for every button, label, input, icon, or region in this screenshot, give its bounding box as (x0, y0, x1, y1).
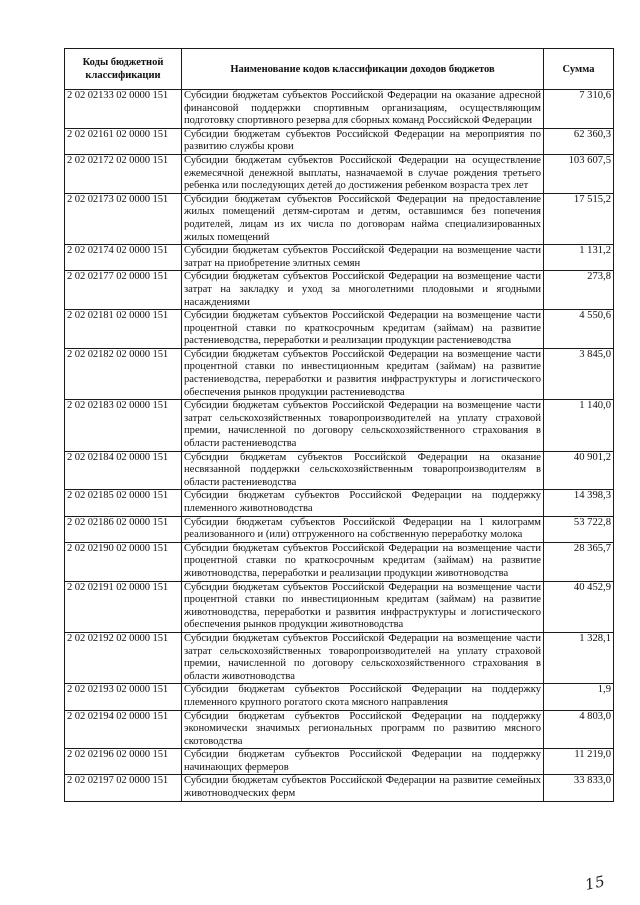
cell-sum: 273,8 (544, 271, 614, 310)
cell-code: 2 02 02183 02 0000 151 (65, 400, 182, 451)
cell-sum: 1,9 (544, 684, 614, 710)
cell-name: Субсидии бюджетам субъектов Российской Федерации на возмещение части затрат сельскохозяйственных товаропроизводителей на уплату страховой премии, начисленной по договору сельскохозяйственного страхования в области растениеводства (182, 400, 544, 451)
cell-code: 2 02 02177 02 0000 151 (65, 271, 182, 310)
cell-code: 2 02 02161 02 0000 151 (65, 128, 182, 154)
cell-name: Субсидии бюджетам субъектов Российской Федерации на 1 килограмм реализованного и (или) отгруженного на собственную переработку молока (182, 516, 544, 542)
budget-classification-table (64, 48, 614, 802)
cell-name: Субсидии бюджетам субъектов Российской Федерации на поддержку начинающих фермеров (182, 749, 544, 775)
table-row (65, 310, 614, 349)
cell-code: 2 02 02194 02 0000 151 (65, 710, 182, 749)
cell-name: Субсидии бюджетам субъектов Российской Федерации на поддержку племенного животноводства (182, 490, 544, 516)
cell-code: 2 02 02181 02 0000 151 (65, 310, 182, 349)
cell-name: Субсидии бюджетам субъектов Российской Федерации на возмещение части процентной ставки по краткосрочным кредитам (займам) на развитие растениеводства, переработки и реализации продукции растениеводства (182, 310, 544, 349)
table-row (65, 632, 614, 683)
table-header-row (65, 49, 614, 90)
table-row (65, 348, 614, 399)
table-row (65, 128, 614, 154)
cell-name: Субсидии бюджетам субъектов Российской Федерации на мероприятия по развитию службы крови (182, 128, 544, 154)
table-row (65, 245, 614, 271)
cell-sum: 14 398,3 (544, 490, 614, 516)
cell-code: 2 02 02193 02 0000 151 (65, 684, 182, 710)
cell-name: Субсидии бюджетам субъектов Российской Федерации на возмещение части затрат на закладку и уход за многолетними плодовыми и ягодными насаждениями (182, 271, 544, 310)
table-row (65, 749, 614, 775)
cell-code: 2 02 02133 02 0000 151 (65, 90, 182, 129)
cell-name: Субсидии бюджетам субъектов Российской Федерации на возмещение части затрат на приобретение элитных семян (182, 245, 544, 271)
cell-sum: 7 310,6 (544, 90, 614, 129)
cell-name: Субсидии бюджетам субъектов Российской Федерации на предоставление жилых помещений детям-сиротам и детям, оставшимся без попечения родителей, лицам из их числа по договорам найма специализированных жилых помещений (182, 193, 544, 244)
cell-code: 2 02 02172 02 0000 151 (65, 154, 182, 193)
cell-code: 2 02 02196 02 0000 151 (65, 749, 182, 775)
table-row (65, 775, 614, 801)
cell-sum: 1 131,2 (544, 245, 614, 271)
cell-sum: 3 845,0 (544, 348, 614, 399)
table-row (65, 684, 614, 710)
table-body (65, 90, 614, 802)
table-row (65, 542, 614, 581)
cell-code: 2 02 02185 02 0000 151 (65, 490, 182, 516)
cell-sum: 17 515,2 (544, 193, 614, 244)
cell-code: 2 02 02190 02 0000 151 (65, 542, 182, 581)
cell-name: Субсидии бюджетам субъектов Российской Федерации на возмещение части затрат сельскохозяйственных товаропроизводителей на уплату страховой премии, начисленной по договору сельскохозяйственного страхования в области животноводства (182, 632, 544, 683)
cell-sum: 11 219,0 (544, 749, 614, 775)
cell-code: 2 02 02191 02 0000 151 (65, 581, 182, 632)
cell-sum: 62 360,3 (544, 128, 614, 154)
cell-sum: 4 803,0 (544, 710, 614, 749)
cell-code: 2 02 02182 02 0000 151 (65, 348, 182, 399)
cell-code: 2 02 02174 02 0000 151 (65, 245, 182, 271)
cell-sum: 33 833,0 (544, 775, 614, 801)
cell-code: 2 02 02184 02 0000 151 (65, 451, 182, 490)
cell-name: Субсидии бюджетам субъектов Российской Федерации на возмещение части процентной ставки по инвестиционным кредитам (займам) на развитие животноводства, переработки и развития инфраструктуры и логистического обеспечения рынков продукции животноводства (182, 581, 544, 632)
header-code: Коды бюджетной классификации (65, 49, 182, 90)
document-page (64, 48, 613, 802)
cell-name: Субсидии бюджетам субъектов Российской Федерации на развитие семейных животноводческих ферм (182, 775, 544, 801)
table-row (65, 154, 614, 193)
cell-sum: 103 607,5 (544, 154, 614, 193)
cell-code: 2 02 02173 02 0000 151 (65, 193, 182, 244)
header-name: Наименование кодов классификации доходов бюджетов (182, 49, 544, 90)
cell-sum: 1 328,1 (544, 632, 614, 683)
cell-code: 2 02 02186 02 0000 151 (65, 516, 182, 542)
cell-name: Субсидии бюджетам субъектов Российской Федерации на возмещение части процентной ставки по инвестиционным кредитам (займам) на развитие растениеводства, переработки и развития инфраструктуры и логистического обеспечения рынков продукции растениеводства (182, 348, 544, 399)
cell-sum: 53 722,8 (544, 516, 614, 542)
cell-name: Субсидии бюджетам субъектов Российской Федерации на поддержку племенного крупного рогатого скота мясного направления (182, 684, 544, 710)
cell-sum: 4 550,6 (544, 310, 614, 349)
cell-sum: 40 901,2 (544, 451, 614, 490)
table-row (65, 451, 614, 490)
table-row (65, 90, 614, 129)
cell-name: Субсидии бюджетам субъектов Российской Федерации на возмещение части процентной ставки по краткосрочным кредитам (займам) на развитие животноводства, переработки и реализации продукции животноводства (182, 542, 544, 581)
cell-name: Субсидии бюджетам субъектов Российской Федерации на оказание адресной финансовой поддержки спортивным организациям, осуществляющим подготовку спортивного резерва для сборных команд Российской Федерации (182, 90, 544, 129)
cell-sum: 1 140,0 (544, 400, 614, 451)
cell-code: 2 02 02197 02 0000 151 (65, 775, 182, 801)
table-row (65, 490, 614, 516)
table-row (65, 271, 614, 310)
table-row (65, 710, 614, 749)
table-row (65, 581, 614, 632)
cell-sum: 40 452,9 (544, 581, 614, 632)
header-sum: Сумма (544, 49, 614, 90)
cell-name: Субсидии бюджетам субъектов Российской Федерации на поддержку экономически значимых региональных программ по развитию мясного скотоводства (182, 710, 544, 749)
cell-code: 2 02 02192 02 0000 151 (65, 632, 182, 683)
cell-name: Субсидии бюджетам субъектов Российской Федерации на оказание несвязанной поддержки сельскохозяйственным товаропроизводителям в области растениеводства (182, 451, 544, 490)
table-row (65, 516, 614, 542)
cell-sum: 28 365,7 (544, 542, 614, 581)
cell-name: Субсидии бюджетам субъектов Российской Федерации на осуществление ежемесячной денежной выплаты, назначаемой в случае рождения третьего ребенка или последующих детей до достижения ребенком возраста трех лет (182, 154, 544, 193)
table-row (65, 193, 614, 244)
table-row (65, 400, 614, 451)
handwritten-page-number: 15 (583, 872, 607, 894)
